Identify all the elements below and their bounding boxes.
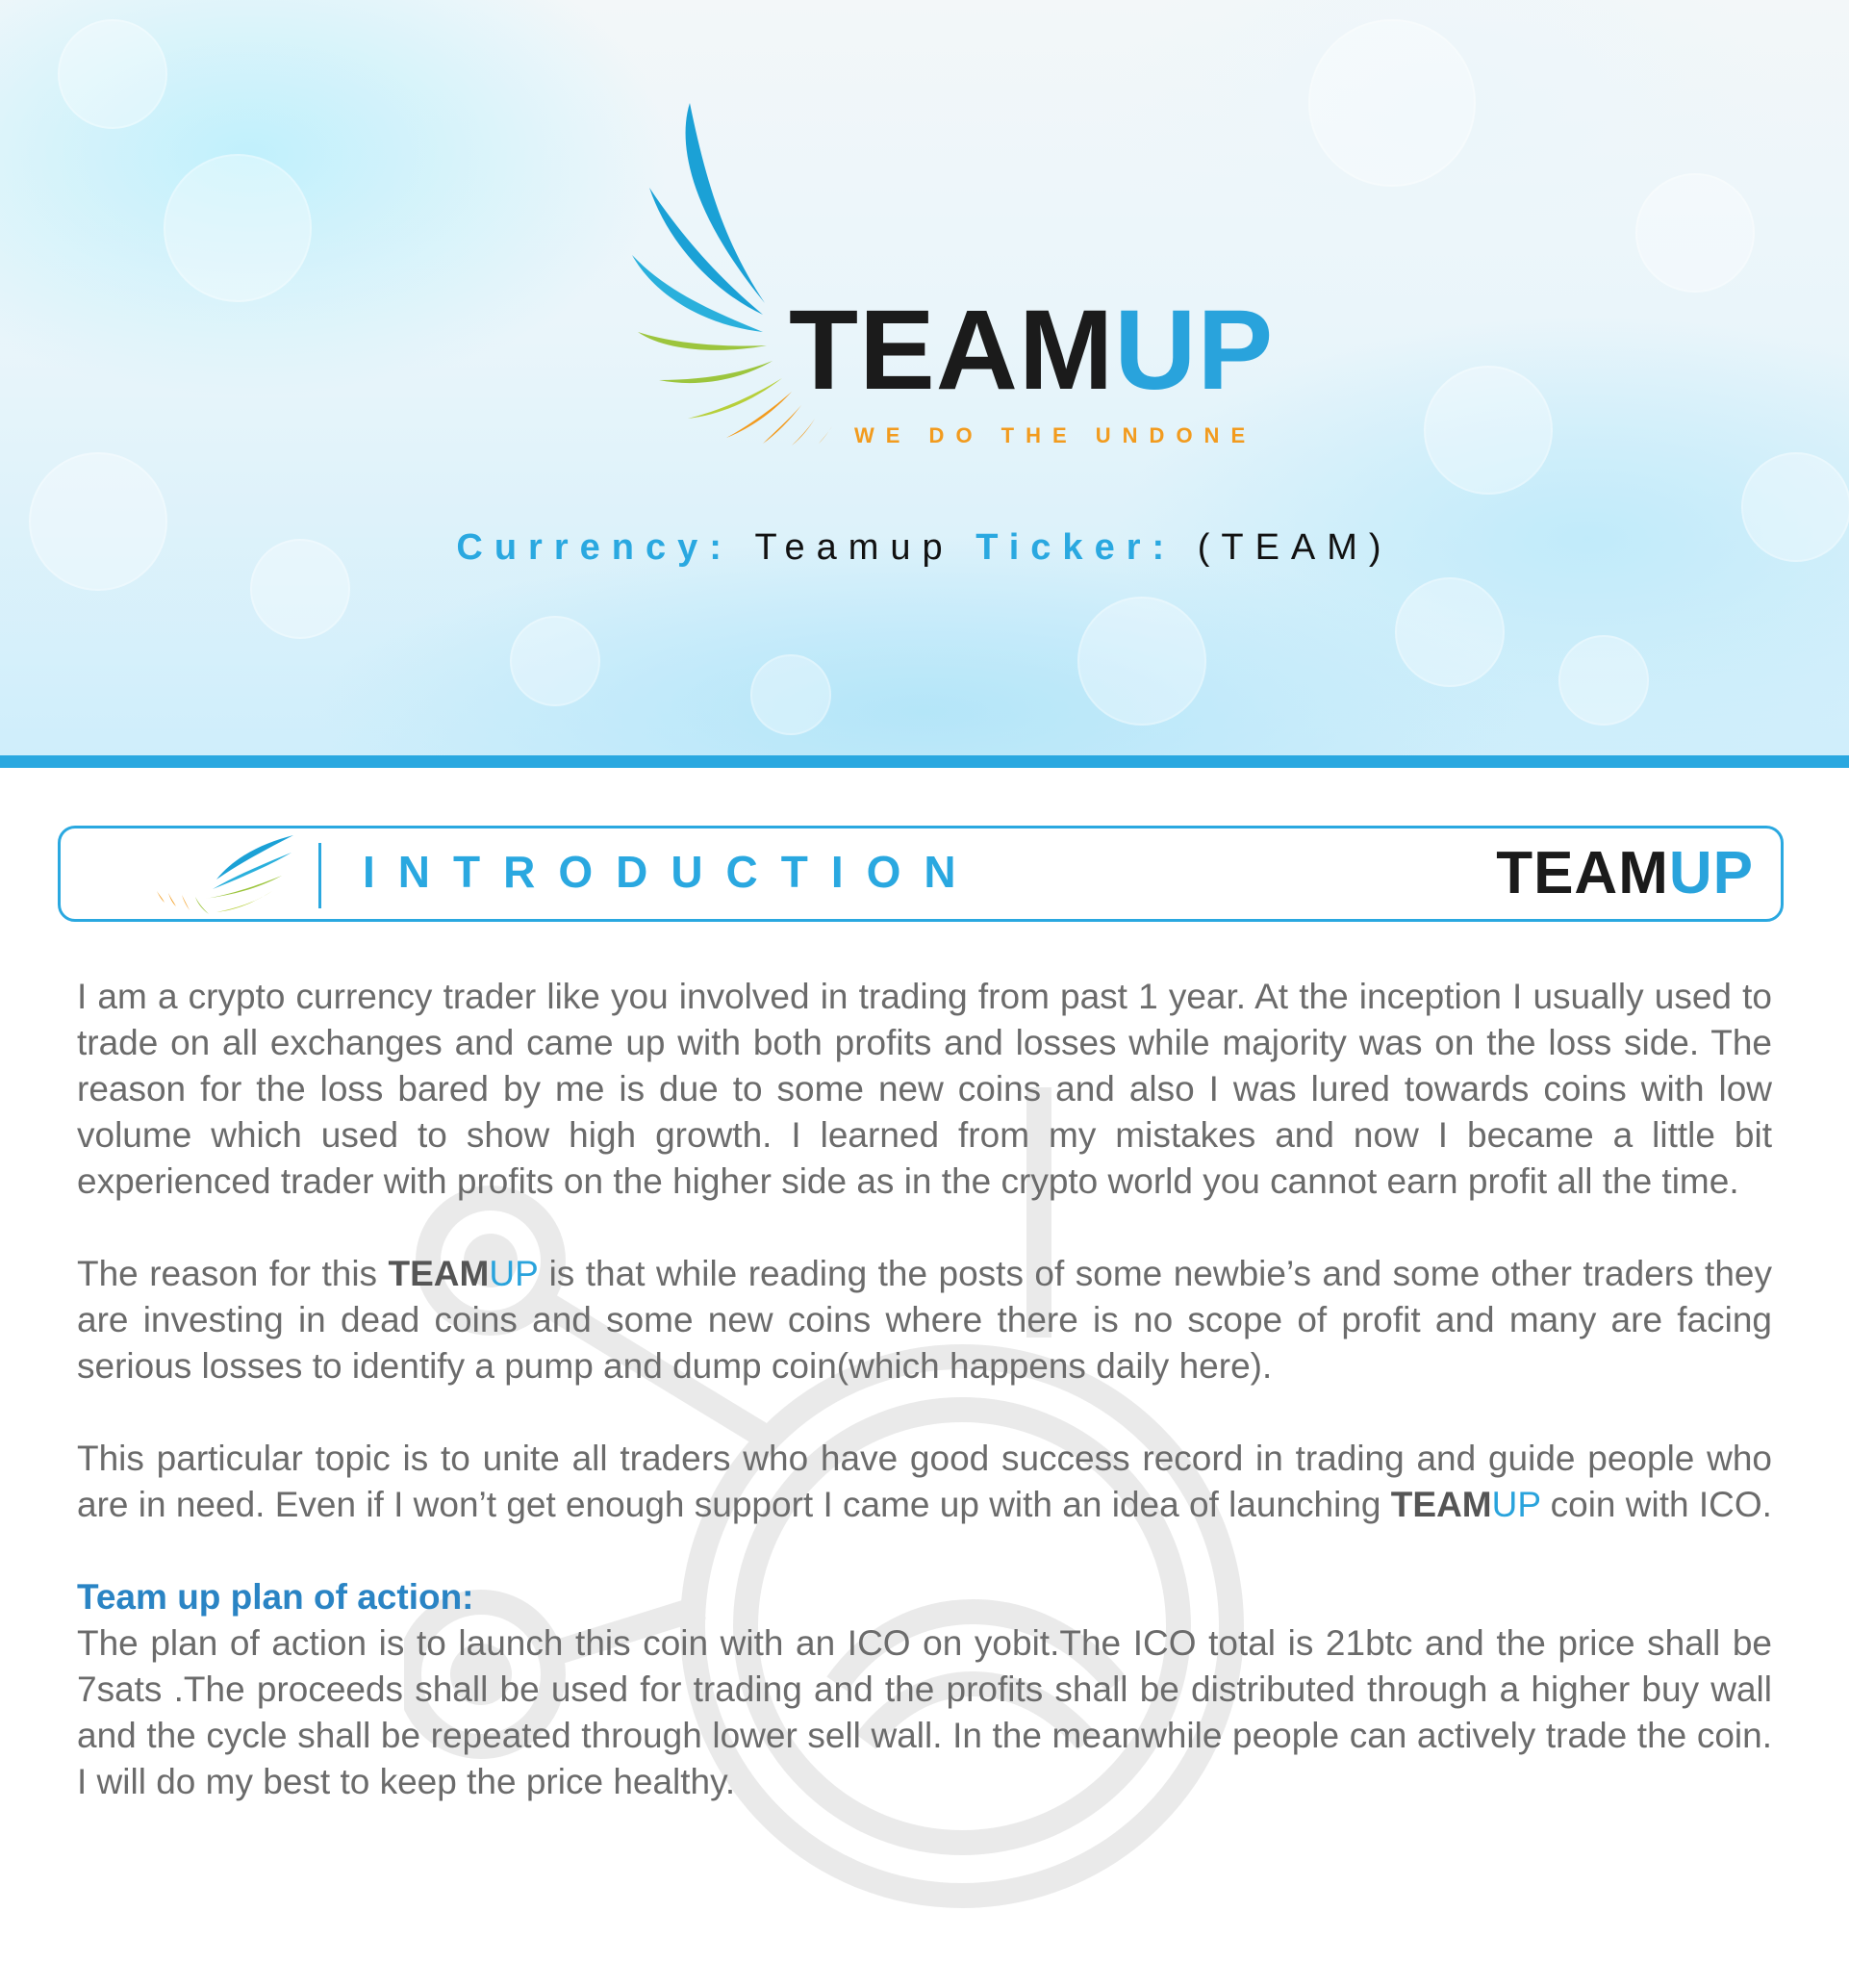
brand-accent: UP bbox=[1491, 1485, 1541, 1524]
plan-heading: Team up plan of action: bbox=[77, 1577, 474, 1617]
bokeh-circle bbox=[1558, 635, 1649, 726]
wing-logo-icon bbox=[128, 833, 301, 920]
currency-label: Currency: bbox=[456, 527, 733, 568]
section-divider bbox=[318, 843, 321, 908]
bokeh-circle bbox=[1077, 597, 1206, 726]
brand-main: TEAM bbox=[1390, 1485, 1492, 1524]
brand-accent: UP bbox=[1668, 840, 1754, 906]
introduction-section-header bbox=[58, 826, 1784, 922]
bokeh-circle bbox=[1308, 19, 1476, 187]
introduction-content bbox=[77, 974, 1772, 1805]
paragraph-3-end: coin with ICO. bbox=[1540, 1485, 1772, 1524]
section-brand-logo bbox=[1496, 840, 1754, 906]
banner-divider bbox=[0, 755, 1849, 768]
brand-main: TEAM bbox=[1496, 840, 1669, 906]
paragraph-3 bbox=[77, 1436, 1772, 1528]
currency-ticker-line bbox=[0, 527, 1849, 569]
bokeh-circle bbox=[750, 654, 831, 735]
brand-main: TEAM bbox=[789, 287, 1115, 414]
header-banner bbox=[0, 0, 1849, 755]
ticker-label: Ticker: bbox=[975, 527, 1177, 568]
bokeh-circle bbox=[1635, 173, 1755, 293]
inline-brand bbox=[389, 1254, 539, 1293]
paragraph-2-start: The reason for this bbox=[77, 1254, 389, 1293]
paragraph-1: I am a crypto currency trader like you involved in trading from past 1 year. At the inception I usually used to trade on all exchanges and came up with both profits and losses while majority was on the loss side. The reason for the loss bared by me is due to some new coins and also I was lured towards coins with low volume which used to show high growth. I learned from my mistakes and now I became a little bit experienced trader with profits on the higher side as in the crypto world you cannot earn profit all the time. bbox=[77, 977, 1772, 1201]
section-title: INTRODUCTION bbox=[363, 847, 979, 897]
paragraph-3-start: This particular topic is to unite all traders who have good success record in trading and guide people who are in need. Even if I won’t get enough support I came up with an idea of launching bbox=[77, 1439, 1772, 1524]
ticker-value: (TEAM) bbox=[1197, 527, 1393, 568]
brand-logo-text bbox=[789, 287, 1275, 414]
tagline: WE DO THE UNDONE bbox=[854, 423, 1257, 447]
bokeh-circle bbox=[1395, 577, 1505, 687]
brand-main: TEAM bbox=[388, 1254, 490, 1293]
paragraph-2-end: is that while reading the posts of some newbie’s and some other traders they are investing in dead coins and some new coins where there is no scope of profit and many are facing serious losses to identify a pump and dump coin(which happens daily here). bbox=[77, 1254, 1772, 1386]
brand-accent: UP bbox=[489, 1254, 539, 1293]
bokeh-circle bbox=[510, 616, 600, 706]
bokeh-circle bbox=[1424, 366, 1553, 495]
inline-brand bbox=[1391, 1485, 1541, 1524]
plan-paragraph: The plan of action is to launch this coin with an ICO on yobit.The ICO total is 21btc and the price shall be 7sats .The proceeds shall be used for trading and the profits shall be distributed through a higher buy wall and the cycle shall be repeated through lower sell wall. In the meanwhile people can actively trade the coin. I will do my best to keep the price healthy. bbox=[77, 1623, 1772, 1801]
paragraph-2 bbox=[77, 1251, 1772, 1389]
bokeh-circle bbox=[29, 452, 167, 591]
brand-accent: UP bbox=[1114, 287, 1275, 414]
bokeh-circle bbox=[58, 19, 167, 129]
bokeh-circle bbox=[164, 154, 312, 302]
currency-value: Teamup bbox=[754, 527, 954, 568]
